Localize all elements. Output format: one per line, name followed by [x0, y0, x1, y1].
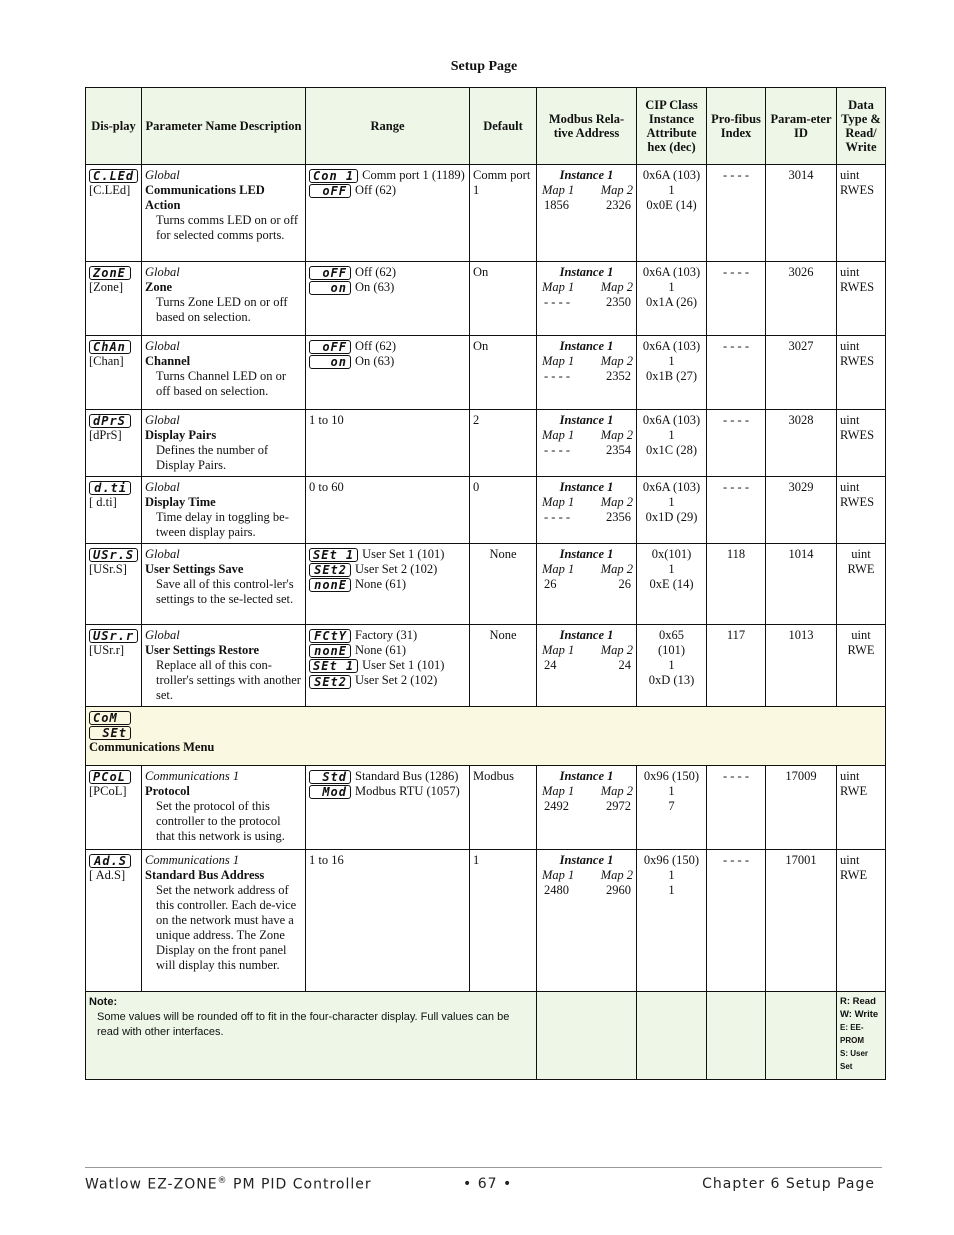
header-row — [86, 88, 886, 165]
data-type: uint — [840, 339, 860, 353]
range-lcd: Std — [309, 770, 351, 784]
table-row — [86, 410, 886, 477]
parameter-id: 17009 — [766, 766, 837, 850]
map2-value: 2972 — [606, 799, 631, 813]
profibus-index: - - - - — [707, 410, 766, 477]
cip-attribute: 0x1D (29) — [645, 510, 698, 524]
table-row — [86, 165, 886, 262]
range-text: Modbus RTU (1057) — [355, 784, 460, 799]
cip-instance: 1 — [668, 658, 675, 672]
profibus-index: - - - - — [707, 850, 766, 992]
parameter-id: 17001 — [766, 850, 837, 992]
map1-label: Map 1 — [542, 562, 575, 576]
read-write: RWES — [840, 428, 875, 442]
param-desc: Turns Channel LED on or off based on selection. — [156, 369, 287, 398]
cip-attribute: 1 — [668, 883, 675, 897]
param-name: Channel — [145, 354, 191, 368]
parameter-id: 3014 — [766, 165, 837, 262]
default-value: 2 — [470, 410, 537, 477]
map2-value: 2960 — [606, 883, 631, 897]
range-text: Off (62) — [355, 265, 397, 279]
cip-attribute: 0x1B (27) — [645, 369, 698, 383]
range-lcd: SEt 1 — [309, 659, 358, 673]
param-scope: Global — [145, 339, 180, 353]
map1-value: - - - - — [544, 295, 571, 309]
lcd-display: Ad.S — [89, 854, 131, 868]
cip-instance: 1 — [668, 495, 675, 509]
cip-attribute: 7 — [668, 799, 675, 813]
range-text: None (61) — [355, 643, 407, 658]
range-lcd: Con 1 — [309, 169, 358, 183]
display-code: [ d.ti] — [89, 495, 117, 510]
default-value: None — [470, 625, 537, 707]
param-scope: Global — [145, 413, 180, 427]
profibus-index: 117 — [707, 625, 766, 707]
range-text: User Set 1 (101) — [362, 547, 445, 561]
data-type: uint — [840, 769, 860, 783]
lcd-display: ZonE — [89, 266, 131, 280]
param-desc: Turns comms LED on or off for selected comms ports. — [156, 213, 299, 242]
range-option — [309, 168, 466, 183]
map1-value: 2480 — [544, 883, 569, 897]
range-text: On (63) — [355, 354, 395, 369]
range-text: User Set 2 (102) — [355, 562, 438, 577]
map2-label: Map 2 — [600, 495, 633, 509]
display-code: [Zone] — [89, 280, 124, 295]
range-text: Off (62) — [355, 339, 397, 353]
map1-label: Map 1 — [542, 784, 575, 798]
profibus-index: - - - - — [707, 165, 766, 262]
data-type: uint — [840, 168, 860, 182]
display-code: [USr.S] — [89, 562, 127, 577]
parameter-id: 1013 — [766, 625, 837, 707]
legend-write: W: Write — [840, 1009, 879, 1020]
param-scope: Global — [145, 265, 180, 279]
cip-attribute: 0x0E (14) — [646, 198, 697, 212]
range-option — [309, 658, 466, 673]
map1-label: Map 1 — [542, 428, 575, 442]
range-option — [309, 643, 466, 658]
lcd-display: USr.r — [89, 629, 138, 643]
range-option — [309, 673, 466, 688]
display-code: [Chan] — [89, 354, 124, 369]
range-lcd: on — [309, 281, 351, 295]
range-text: None (61) — [355, 577, 407, 592]
param-name: Display Pairs — [145, 428, 217, 442]
display-code: [dPrS] — [89, 428, 122, 443]
map1-value: - - - - — [544, 443, 571, 457]
profibus-index: - - - - — [707, 336, 766, 410]
rw-legend — [837, 992, 886, 1080]
range-text: Comm port 1 (1189) — [362, 168, 465, 182]
range-lcd: Mod — [309, 785, 351, 799]
read-write: RWES — [840, 183, 875, 197]
range-option — [309, 547, 466, 562]
cip-instance: 1 — [668, 428, 675, 442]
range-lcd: SEt2 — [309, 563, 351, 577]
range-option — [309, 265, 466, 280]
profibus-index: 118 — [707, 544, 766, 625]
read-write: RWES — [840, 354, 875, 368]
map1-value: 26 — [544, 577, 557, 591]
modbus-instance: Instance 1 — [559, 853, 614, 867]
map2-value: 2356 — [606, 510, 631, 524]
map2-label: Map 2 — [600, 562, 633, 576]
data-type: uint — [851, 547, 871, 561]
param-scope: Global — [145, 547, 180, 561]
menu-section-row — [86, 707, 886, 766]
default-value: Comm port 1 — [470, 165, 537, 262]
default-value: None — [470, 544, 537, 625]
range-option — [309, 280, 466, 295]
footer-product-name: PM PID Controller — [227, 1176, 372, 1193]
read-write: RWE — [847, 643, 875, 657]
map2-label: Map 2 — [600, 354, 633, 368]
cip-instance: 1 — [668, 354, 675, 368]
param-name: Zone — [145, 280, 173, 294]
note-text: Some values will be rounded off to fit in the four-character display. Full values can be read with other interfaces. — [97, 1011, 510, 1038]
footer-divider — [85, 1167, 882, 1168]
cip-class: 0x(101) — [651, 547, 692, 561]
legend-eeprom: E: EE-PROM — [840, 1023, 864, 1045]
param-name: Communications LED Action — [145, 183, 265, 212]
param-scope: Communications 1 — [145, 853, 240, 867]
cip-instance: 1 — [668, 280, 675, 294]
parameter-id: 1014 — [766, 544, 837, 625]
display-code: [USr.r] — [89, 643, 125, 658]
param-name: Standard Bus Address — [145, 868, 265, 882]
read-write: RWE — [840, 784, 868, 798]
param-name: User Settings Restore — [145, 643, 260, 657]
lcd-display: ChAn — [89, 340, 131, 354]
map1-value: 24 — [544, 658, 557, 672]
modbus-instance: Instance 1 — [559, 413, 614, 427]
data-type: uint — [840, 413, 860, 427]
param-desc: Set the protocol of this controller to the protocol that this network is using. — [156, 799, 285, 843]
range-lcd: SEt 1 — [309, 548, 358, 562]
range-lcd: SEt2 — [309, 675, 351, 689]
map2-value: 26 — [618, 577, 631, 591]
range-text: User Set 1 (101) — [362, 658, 445, 673]
param-desc: Time delay in toggling be-tween display pairs. — [156, 510, 289, 539]
range-option — [309, 354, 466, 369]
map2-label: Map 2 — [600, 643, 633, 657]
range-lcd: oFF — [309, 184, 351, 198]
lcd-display: USr.S — [89, 548, 138, 562]
cip-attribute: 0x1A (26) — [645, 295, 698, 309]
modbus-instance: Instance 1 — [559, 769, 614, 783]
parameter-id: 3029 — [766, 477, 837, 544]
profibus-index: - - - - — [707, 262, 766, 336]
parameter-id: 3026 — [766, 262, 837, 336]
cip-instance: 1 — [668, 868, 675, 882]
legend-user-set: S: User Set — [840, 1049, 869, 1071]
lcd-display: dPrS — [89, 414, 131, 428]
range-text: 1 to 10 — [306, 410, 470, 477]
lcd-display: d.ti — [89, 481, 131, 495]
cip-attribute: 0x1C (28) — [645, 443, 698, 457]
display-code: [PCoL] — [89, 784, 127, 799]
range-lcd: on — [309, 355, 351, 369]
map1-label: Map 1 — [542, 183, 575, 197]
range-text: Standard Bus (1286) — [355, 769, 459, 783]
map1-label: Map 1 — [542, 643, 575, 657]
note-row — [86, 992, 886, 1080]
table-row — [86, 262, 886, 336]
range-lcd: FCtY — [309, 629, 351, 643]
default-value: On — [470, 336, 537, 410]
range-option — [309, 562, 466, 577]
param-desc: Turns Zone LED on or off based on selection. — [156, 295, 288, 324]
map1-value: - - - - — [544, 510, 571, 524]
map2-value: 2326 — [606, 198, 631, 212]
cip-class-dec: (101) — [657, 643, 686, 657]
setup-table — [85, 87, 886, 1080]
footer-product — [85, 1176, 372, 1193]
note-title: Note: — [89, 996, 118, 1008]
map2-label: Map 2 — [600, 868, 633, 882]
range-text: 1 to 16 — [306, 850, 470, 992]
map2-label: Map 2 — [600, 428, 633, 442]
range-lcd: nonE — [309, 644, 351, 658]
cip-class: 0x6A (103) — [642, 480, 701, 494]
cip-attribute: 0xE (14) — [649, 577, 694, 591]
table-row — [86, 766, 886, 850]
range-lcd: nonE — [309, 578, 351, 592]
param-scope: Global — [145, 628, 180, 642]
range-option — [309, 628, 466, 643]
read-write: RWES — [840, 280, 875, 294]
range-option — [309, 769, 466, 784]
read-write: RWES — [840, 495, 875, 509]
range-text: User Set 2 (102) — [355, 673, 438, 688]
page-number: • 67 • — [463, 1176, 513, 1192]
param-scope: Global — [145, 168, 180, 182]
modbus-instance: Instance 1 — [559, 480, 614, 494]
menu-lcd-1: CoM — [89, 711, 131, 725]
header-paramid: Param-eter ID — [766, 88, 837, 165]
map1-label: Map 1 — [542, 495, 575, 509]
map1-value: 2492 — [544, 799, 569, 813]
read-write: RWE — [847, 562, 875, 576]
cip-class: 0x65 — [659, 628, 684, 642]
default-value: 1 — [470, 850, 537, 992]
profibus-index: - - - - — [707, 477, 766, 544]
map1-value: - - - - — [544, 369, 571, 383]
map1-label: Map 1 — [542, 868, 575, 882]
data-type: uint — [840, 265, 860, 279]
map2-label: Map 2 — [600, 183, 633, 197]
data-type: uint — [840, 480, 860, 494]
param-name: Protocol — [145, 784, 190, 798]
cip-instance: 1 — [668, 562, 675, 576]
menu-lcd-2: SEt — [89, 726, 131, 740]
legend-read: R: Read — [840, 996, 876, 1007]
header-param: Parameter Name Description — [142, 88, 306, 165]
lcd-display: PCoL — [89, 770, 131, 784]
profibus-index: - - - - — [707, 766, 766, 850]
table-row — [86, 850, 886, 992]
cip-attribute: 0xD (13) — [648, 673, 695, 687]
data-type: uint — [840, 853, 860, 867]
header-modbus: Modbus Rela-tive Address — [537, 88, 637, 165]
param-scope: Global — [145, 480, 180, 494]
parameter-id: 3027 — [766, 336, 837, 410]
cip-class: 0x96 (150) — [643, 769, 700, 783]
modbus-instance: Instance 1 — [559, 168, 614, 182]
default-value: On — [470, 262, 537, 336]
param-name: User Settings Save — [145, 562, 244, 576]
range-option — [309, 183, 466, 198]
param-desc: Save all of this control-ler's settings to the se-lected set. — [156, 577, 294, 606]
range-text: 0 to 60 — [306, 477, 470, 544]
registered-mark: ® — [217, 1176, 228, 1186]
header-range: Range — [306, 88, 470, 165]
lcd-display: C.LEd — [89, 169, 138, 183]
header-display: Dis-play — [86, 88, 142, 165]
param-desc: Replace all of this con-troller's settings with another set. — [156, 658, 301, 702]
cip-class: 0x6A (103) — [642, 168, 701, 182]
map1-label: Map 1 — [542, 280, 575, 294]
footer-chapter: Chapter 6 Setup Page — [702, 1176, 875, 1192]
map1-value: 1856 — [544, 198, 569, 212]
cip-class: 0x96 (150) — [643, 853, 700, 867]
footer-brand: Watlow EZ-ZONE — [85, 1176, 218, 1193]
param-name: Display Time — [145, 495, 216, 509]
cip-class: 0x6A (103) — [642, 339, 701, 353]
table-row — [86, 625, 886, 707]
cip-class: 0x6A (103) — [642, 413, 701, 427]
map2-label: Map 2 — [600, 784, 633, 798]
modbus-instance: Instance 1 — [559, 628, 614, 642]
map1-label: Map 1 — [542, 354, 575, 368]
cip-instance: 1 — [668, 183, 675, 197]
param-desc: Set the network address of this controller. Each de-vice on the network must have a unique address. The Zone Display on the front panel will display this number. — [156, 883, 297, 972]
range-lcd: oFF — [309, 340, 351, 354]
page-title: Setup Page — [450, 59, 518, 74]
range-text: On (63) — [355, 280, 395, 295]
range-option — [309, 577, 466, 592]
parameter-id: 3028 — [766, 410, 837, 477]
display-code: [ Ad.S] — [89, 868, 126, 883]
modbus-instance: Instance 1 — [559, 547, 614, 561]
table-row — [86, 477, 886, 544]
default-value: 0 — [470, 477, 537, 544]
menu-title: Communications Menu — [89, 740, 215, 755]
param-desc: Defines the number of Display Pairs. — [156, 443, 269, 472]
modbus-instance: Instance 1 — [559, 265, 614, 279]
read-write: RWE — [840, 868, 868, 882]
map2-label: Map 2 — [600, 280, 633, 294]
table-row — [86, 336, 886, 410]
default-value: Modbus — [470, 766, 537, 850]
map2-value: 24 — [618, 658, 631, 672]
map2-value: 2352 — [606, 369, 631, 383]
range-option — [309, 339, 466, 354]
cip-instance: 1 — [668, 784, 675, 798]
range-text: Off (62) — [355, 183, 397, 198]
range-text: Factory (31) — [355, 628, 418, 642]
map2-value: 2350 — [606, 295, 631, 309]
range-lcd: oFF — [309, 266, 351, 280]
map2-value: 2354 — [606, 443, 631, 457]
header-cip: CIP Class Instance Attribute hex (dec) — [637, 88, 707, 165]
header-default: Default — [470, 88, 537, 165]
table-row — [86, 544, 886, 625]
header-profibus: Pro-fibus Index — [707, 88, 766, 165]
cip-class: 0x6A (103) — [642, 265, 701, 279]
modbus-instance: Instance 1 — [559, 339, 614, 353]
range-option — [309, 784, 466, 799]
display-code: [C.LEd] — [89, 183, 131, 198]
param-scope: Communications 1 — [145, 769, 240, 783]
header-datatype: Data Type & Read/ Write — [837, 88, 886, 165]
data-type: uint — [851, 628, 871, 642]
